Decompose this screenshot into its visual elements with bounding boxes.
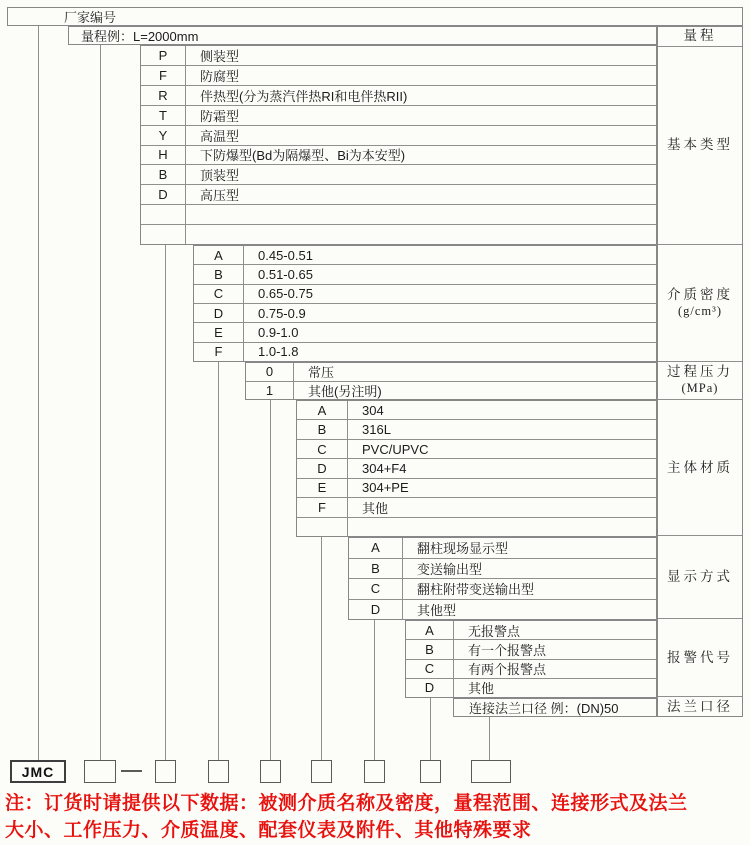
section-label-text: (g/cm³) xyxy=(677,303,723,318)
spec-table-body-material xyxy=(296,400,657,537)
spec-code-cell: F xyxy=(194,343,244,361)
section-label-text: 主体材质 xyxy=(667,459,733,475)
spec-desc-cell: PVC/UPVC xyxy=(362,441,429,457)
connector-line xyxy=(165,245,166,761)
spec-desc-cell: 316L xyxy=(362,422,391,438)
spec-row-basic-type xyxy=(141,85,656,105)
section-label-range xyxy=(658,27,742,46)
spec-desc-cell: 顶装型 xyxy=(200,168,240,184)
spec-code-cell: B xyxy=(406,640,454,658)
connector-line xyxy=(38,26,39,761)
section-label-text: 量程 xyxy=(683,28,717,44)
range-example-label: 量程例：L=2000mm xyxy=(81,29,199,44)
spec-desc-cell: 防腐型 xyxy=(200,68,240,84)
section-label-medium-density xyxy=(658,244,742,360)
section-label-text: 基本类型 xyxy=(667,137,733,153)
spec-row-basic-type xyxy=(141,105,656,125)
connector-line xyxy=(430,698,431,761)
spec-code-cell: B xyxy=(297,420,348,438)
spec-code-cell: C xyxy=(406,660,454,678)
order-note-line2: 大小、工作压力、介质温度、配套仪表及附件、其他特殊要求 xyxy=(5,820,532,841)
spec-desc-cell: 变送输出型 xyxy=(417,561,483,577)
spec-code-cell: B xyxy=(349,559,403,579)
spec-row-alarm-code xyxy=(406,659,656,678)
spec-code-cell: Y xyxy=(141,126,186,145)
spec-desc-cell: 翻柱附带变送输出型 xyxy=(417,582,535,598)
spec-code-cell: E xyxy=(194,323,244,341)
spec-code-cell: A xyxy=(406,621,454,639)
spec-row-process-pressure xyxy=(246,363,656,381)
spec-desc-cell: 304 xyxy=(362,402,384,418)
spec-code-cell xyxy=(141,205,186,224)
spec-desc-cell: 其他 xyxy=(362,500,389,516)
section-label-body-material xyxy=(658,399,742,535)
spec-row-process-pressure xyxy=(246,381,656,400)
section-label-display-mode xyxy=(658,535,742,618)
spec-desc-cell: 0.51-0.65 xyxy=(258,266,313,282)
spec-desc-cell xyxy=(186,205,656,224)
spec-desc-cell: 1.0-1.8 xyxy=(258,344,299,360)
model-prefix-box: JMC xyxy=(10,760,66,783)
spec-code-cell: D xyxy=(297,459,348,477)
section-label-alarm-code xyxy=(658,618,742,696)
spec-row-alarm-code xyxy=(406,678,656,697)
spec-code-cell: 1 xyxy=(246,382,294,400)
spec-desc-cell: 304+F4 xyxy=(362,460,407,476)
spec-desc-cell: 防霜型 xyxy=(200,108,240,124)
spec-desc-cell: 侧装型 xyxy=(200,48,240,64)
manufacturer-code-label: 厂家编号 xyxy=(64,10,117,25)
spec-row-body-material xyxy=(297,458,656,477)
spec-code-cell: D xyxy=(194,304,244,322)
spec-row-body-material xyxy=(297,401,656,419)
spec-row-basic-type xyxy=(141,46,656,65)
order-note-line1: 注：订货时请提供以下数据：被测介质名称及密度，量程范围、连接形式及法兰 xyxy=(5,793,688,814)
spec-table-basic-type xyxy=(140,45,657,245)
model-code-box xyxy=(364,760,385,783)
spec-desc-cell: 有一个报警点 xyxy=(468,642,547,658)
spec-code-cell: E xyxy=(297,479,348,497)
model-code-box xyxy=(471,760,511,783)
spec-desc-cell: 伴热型(分为蒸汽伴热RI和电伴热RII) xyxy=(200,88,408,104)
connector-line xyxy=(321,537,322,761)
spec-desc-cell: 无报警点 xyxy=(468,623,521,639)
spec-row-medium-density xyxy=(194,246,656,264)
flange-size-row xyxy=(453,698,657,717)
spec-desc-cell: 其他型 xyxy=(417,602,457,618)
spec-code-cell: F xyxy=(141,66,186,85)
section-label-text: 法兰口径 xyxy=(667,698,733,714)
spec-code-cell: D xyxy=(349,600,403,620)
spec-row-basic-type xyxy=(141,125,656,145)
spec-code-cell: T xyxy=(141,106,186,125)
spec-row-medium-density xyxy=(194,322,656,341)
spec-row-medium-density xyxy=(194,342,656,361)
section-label-text: 报警代号 xyxy=(667,649,733,665)
spec-code-cell: F xyxy=(297,498,348,516)
spec-code-cell xyxy=(297,518,348,536)
spec-desc-cell: 0.45-0.51 xyxy=(258,247,313,263)
spec-table-process-pressure xyxy=(245,362,657,400)
section-label-text: 过程压力 xyxy=(667,364,733,380)
spec-desc-cell: 下防爆型(Bd为隔爆型、Bi为本安型) xyxy=(200,148,406,164)
spec-row-medium-density xyxy=(194,284,656,303)
spec-row-body-material xyxy=(297,478,656,497)
spec-row-medium-density xyxy=(194,303,656,322)
spec-row-body-material xyxy=(297,419,656,438)
spec-row-basic-type xyxy=(141,224,656,244)
spec-code-cell: A xyxy=(349,538,403,558)
order-note xyxy=(5,790,747,844)
spec-desc-cell xyxy=(186,225,656,244)
section-label-text: (MPa) xyxy=(681,381,719,396)
spec-desc-cell: 0.9-1.0 xyxy=(258,324,299,340)
spec-table-alarm-code xyxy=(405,620,657,698)
spec-code-cell: A xyxy=(297,401,348,419)
spec-row-basic-type xyxy=(141,204,656,224)
section-label-process-pressure xyxy=(658,361,742,400)
spec-desc-cell: 有两个报警点 xyxy=(468,662,547,678)
model-code-box xyxy=(311,760,332,783)
model-code-box xyxy=(155,760,176,783)
spec-code-cell: 0 xyxy=(246,363,294,381)
model-dash xyxy=(121,770,142,772)
spec-row-display-mode xyxy=(349,538,656,558)
section-label-flange-size xyxy=(658,696,742,716)
connector-line xyxy=(218,362,219,761)
spec-row-body-material xyxy=(297,439,656,458)
spec-desc-cell: 0.75-0.9 xyxy=(258,305,306,321)
model-code-box xyxy=(260,760,281,783)
model-code-box xyxy=(208,760,229,783)
connector-line xyxy=(374,620,375,761)
flange-size-label: 连接法兰口径 例：(DN)50 xyxy=(469,701,619,716)
spec-desc-cell: 其他(另注明) xyxy=(308,383,382,399)
spec-code-cell: B xyxy=(141,165,186,184)
spec-code-cell: C xyxy=(297,440,348,458)
range-example-row xyxy=(68,26,657,45)
model-code-box xyxy=(84,760,116,783)
spec-row-alarm-code xyxy=(406,639,656,658)
spec-row-body-material xyxy=(297,497,656,516)
connector-line xyxy=(100,45,101,761)
spec-desc-cell: 高温型 xyxy=(200,128,240,144)
section-label-basic-type xyxy=(658,46,742,244)
spec-row-basic-type xyxy=(141,65,656,85)
spec-desc-cell: 304+PE xyxy=(362,480,409,496)
manufacturer-code-row xyxy=(7,7,743,26)
model-code-box xyxy=(420,760,441,783)
spec-row-medium-density xyxy=(194,264,656,283)
spec-code-cell: R xyxy=(141,86,186,105)
spec-desc-cell: 0.65-0.75 xyxy=(258,286,313,302)
spec-code-cell: C xyxy=(194,285,244,303)
spec-row-basic-type xyxy=(141,184,656,204)
spec-table-display-mode xyxy=(348,537,657,620)
spec-desc-cell: 高压型 xyxy=(200,188,240,204)
spec-table-medium-density xyxy=(193,245,657,362)
spec-code-cell xyxy=(141,225,186,244)
spec-code-cell: C xyxy=(349,579,403,599)
spec-code-cell: H xyxy=(141,146,186,165)
spec-desc-cell xyxy=(348,518,656,536)
spec-row-display-mode xyxy=(349,578,656,599)
spec-code-cell: B xyxy=(194,265,244,283)
connector-line xyxy=(270,400,271,761)
spec-desc-cell: 常压 xyxy=(308,365,335,381)
spec-code-cell: A xyxy=(194,246,244,264)
spec-code-cell: P xyxy=(141,46,186,65)
spec-row-basic-type xyxy=(141,145,656,165)
section-label-text: 显示方式 xyxy=(667,569,733,585)
section-label-text: 介质密度 xyxy=(667,286,733,302)
section-label-column xyxy=(657,26,743,717)
spec-code-cell: D xyxy=(406,679,454,697)
spec-row-body-material xyxy=(297,517,656,536)
connector-line xyxy=(489,717,490,761)
spec-desc-cell: 其他 xyxy=(468,681,495,697)
spec-code-cell: D xyxy=(141,185,186,204)
spec-desc-cell: 翻柱现场显示型 xyxy=(417,541,509,557)
spec-row-alarm-code xyxy=(406,621,656,639)
spec-row-display-mode xyxy=(349,599,656,620)
spec-row-basic-type xyxy=(141,164,656,184)
spec-row-display-mode xyxy=(349,558,656,579)
